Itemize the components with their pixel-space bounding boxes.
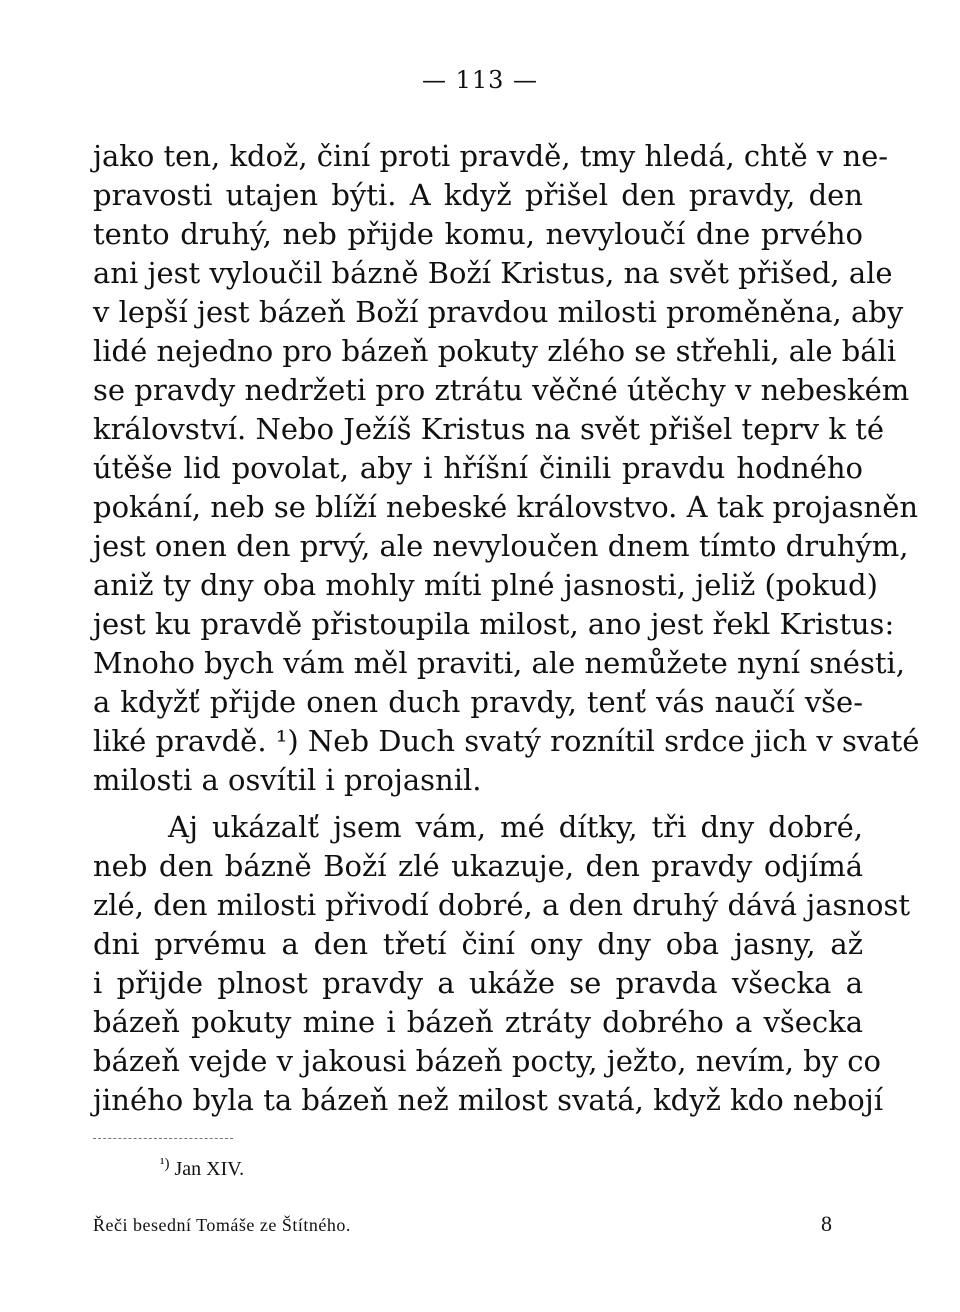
- text-line: Aj ukázalť jsem vám, mé dítky, tři dny dobré,: [168, 810, 863, 844]
- text-line: bázeň vejde v jakousi bázeň pocty, ježto, nevím, by co: [93, 1044, 881, 1078]
- text-line: aniž ty dny oba mohly míti plné jasnosti, jeliž (pokud): [93, 568, 878, 602]
- signature-title: Řeči besední Tomáše ze Štítného.: [93, 1215, 351, 1235]
- text-line: pokání, neb se blíží nebeské královstvo. A tak projasněn: [93, 490, 919, 524]
- text-line: dni prvému a den třetí činí ony dny oba jasny, až: [93, 927, 863, 961]
- text-line: a kdyžť přijde onen duch pravdy, tenť vás naučí vše-: [93, 685, 863, 719]
- text-line: lidé nejedno pro bázeň pokuty zlého se střehli, ale báli: [93, 334, 897, 368]
- text-line: neb den bázně Boží zlé ukazuje, den pravdy odjímá: [93, 849, 863, 883]
- text-line: království. Nebo Ježíš Kristus na svět přišel teprv k té: [93, 412, 884, 446]
- paragraph: [93, 137, 920, 800]
- text-line: Mnoho bych vám měl praviti, ale nemůžete nyní snésti,: [93, 646, 905, 680]
- text-line: liké pravdě. ¹) Neb Duch svatý roznítil srdce jich v svaté: [93, 724, 920, 758]
- paragraph: [93, 808, 911, 1120]
- footnote: [160, 1158, 244, 1181]
- text-line: milosti a osvítil i projasnil.: [93, 763, 482, 797]
- text-line: jest ku pravdě přistoupila milost, ano jest řekl Kristus:: [93, 607, 895, 641]
- page-number: — 113 —: [421, 66, 539, 94]
- text-line: jako ten, kdož, činí proti pravdě, tmy hledá, chtě v ne-: [93, 139, 889, 173]
- text-line: pravosti utajen býti. A když přišel den pravdy, den: [93, 178, 863, 212]
- text-line: i přijde plnost pravdy a ukáže se pravda všecka a: [93, 966, 863, 1000]
- text-line: tento druhý, neb přijde komu, nevyloučí dne prvého: [93, 217, 863, 251]
- text-line: se pravdy nedržeti pro ztrátu věčné útěchy v nebeském: [93, 373, 910, 407]
- text-line: jiného byla ta bázeň než milost svatá, když kdo nebojí: [93, 1083, 884, 1117]
- text-line: jest onen den prvý, ale nevyloučen dnem tímto druhým,: [93, 529, 909, 563]
- text-line: zlé, den milosti přivodí dobré, a den druhý dává jasnost: [93, 888, 911, 922]
- signature-sheet-number: 8: [821, 1211, 832, 1236]
- footnote-divider: [93, 1138, 233, 1139]
- text-line: bázeň pokuty mine i bázeň ztráty dobrého a všecka: [93, 1005, 863, 1039]
- text-line: v lepší jest bázeň Boží pravdou milosti proměněna, aby: [93, 295, 904, 329]
- text-line: útěše lid povolat, aby i hříšní činili pravdu hodného: [93, 451, 863, 485]
- footnote-text: Jan XIV.: [174, 1158, 245, 1180]
- text-line: ani jest vyloučil bázně Boží Kristus, na svět přišed, ale: [93, 256, 893, 290]
- footnote-marker: ¹): [160, 1156, 170, 1172]
